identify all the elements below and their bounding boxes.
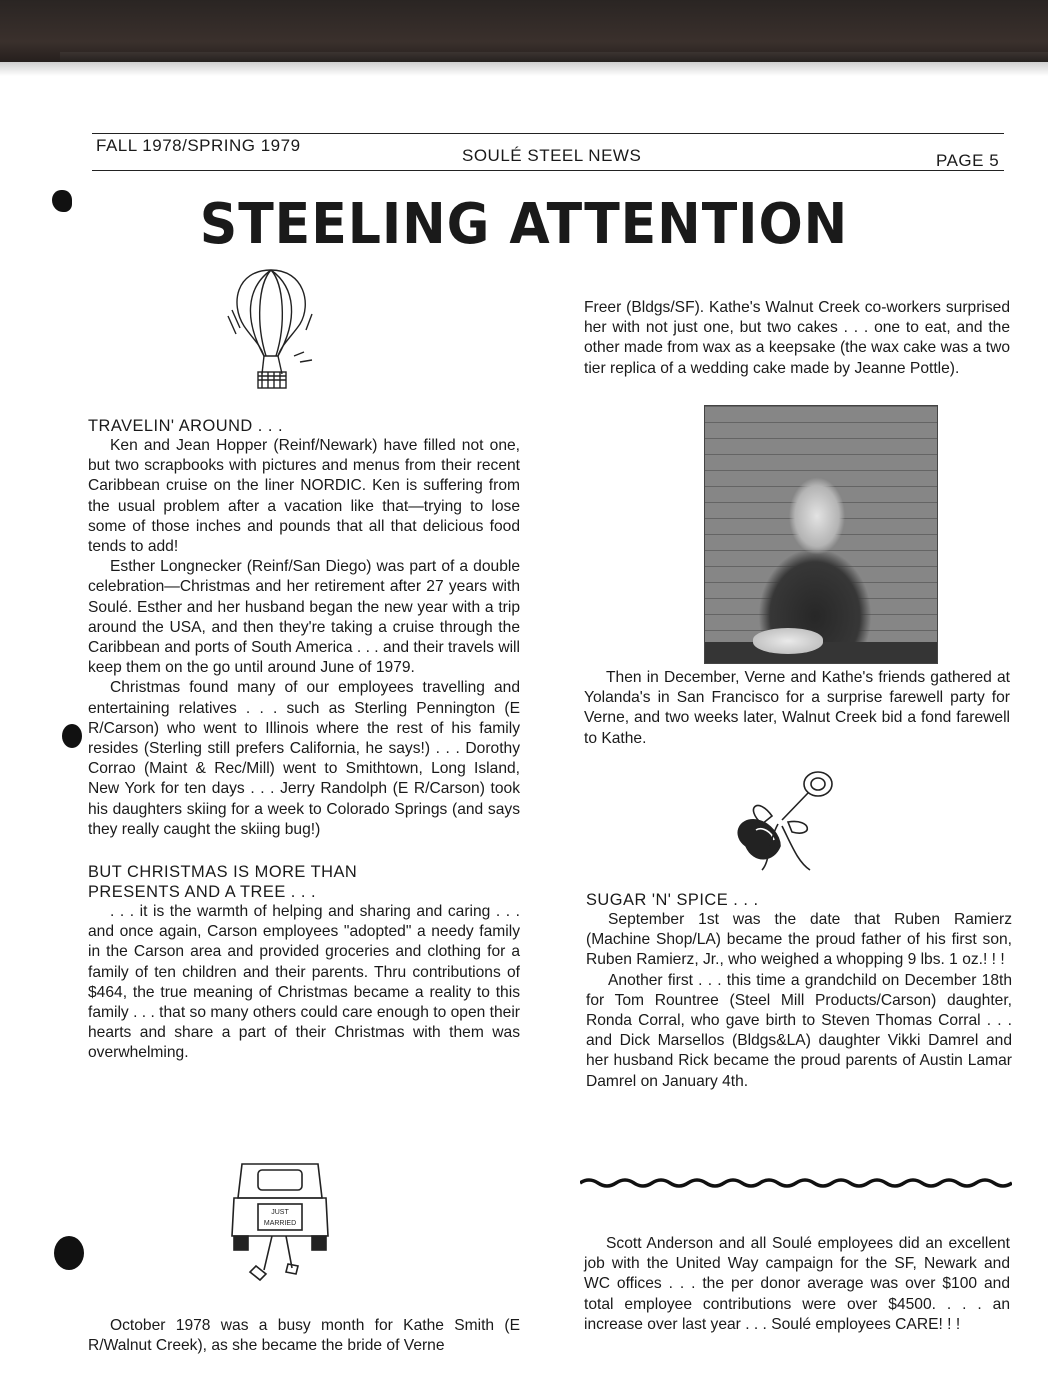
header-page: PAGE 5 xyxy=(936,151,1000,170)
paragraph-adopted-family: . . . it is the warmth of helping and sharing and caring . . . and once again, Carson employees "adopted" a needy family in the Carson area and provided groceries and clothing for a family of ten children and their parents. Thru contributions of $464, the true meaning of Christmas became a reality to this family . . . that so many others could care enough to open their hearts and share a part of their Christmas with them was overwhelming. xyxy=(88,903,520,1062)
hot-air-balloon-icon xyxy=(216,264,326,396)
punch-hole-bottom xyxy=(54,1236,84,1270)
united-way-block xyxy=(584,1234,1010,1335)
section-title-christmas-2: PRESENTS AND A TREE . . . xyxy=(88,883,317,902)
paragraph-united-way: Scott Anderson and all Soulé employees did an excellent job with the United Way campaign for the SF, Newark and WC offices . . . the per donor average was over $100 and total employee contributions were over $4500. . . . an increase over last year . . . Soulé employees CARE! ! ! xyxy=(584,1235,1010,1333)
paper-shadow xyxy=(0,62,1048,76)
paragraph-hopper: Ken and Jean Hopper (Reinf/Newark) have filled not one, but two scrapbooks with pictures and menus from their recent Caribbean cruise on the liner NORDIC. Ken is suffering from the usual problem after a vacation like that—trying to lose some of those inches and pounds that all that delicious food tends to add! xyxy=(88,437,520,556)
paragraph-grandchild: Another first . . . this time a grandchild on December 18th for Tom Rountree (Steel Mill Products/Carson) daughter, Ronda Corral, who gave birth to Steven Thomas Corral . . . and Dick Marsellos (Bldgs&LA) daughter Vikki Damrel and her husband Rick became the proud parents of Austin Lamar Damrel on January 4th. xyxy=(586,971,1012,1090)
page-headline: STEELING ATTENTION xyxy=(199,192,849,257)
just-married-car-icon xyxy=(228,1158,332,1292)
paragraph-longnecker: Esther Longnecker (Reinf/San Diego) was part of a double celebration—Christmas and her retirement after 27 years with Soulé. Esther and her husband began the new year with a trip around the USA, and then they're taking a cruise through the Caribbean and ports of South America . . . and their travels will keep them on the go until around June of 1979. xyxy=(88,558,520,677)
car-sign-line1: JUST xyxy=(271,1209,289,1216)
section-title-sugar-spice: SUGAR 'N' SPICE . . . xyxy=(586,891,759,909)
header-issue: FALL 1978/SPRING 1979 xyxy=(96,136,301,155)
photo-cake xyxy=(753,628,823,654)
left-column xyxy=(88,416,520,1064)
farewell-block xyxy=(584,668,1010,749)
paragraph-christmas-travel: Christmas found many of our employees travelling and entertaining relatives . . . such as Sterling Pennington (E R/Carson) who went to Illinois where the rest of his family resides (Sterling still prefers California, he says!) . . . Dorothy Corrao (Maint & Rec/Mill) went to Smithtown, Long Island, New York for ten days . . . Jerry Randolph (E R/Carson) took his daughters skiing for a week to Colorado Springs (and says they really caught the skiing bug!) xyxy=(88,679,520,838)
section-title-traveling: TRAVELIN' AROUND . . . xyxy=(88,417,284,435)
wedding-continued-block xyxy=(584,298,1010,379)
header-publication: SOULÉ STEEL NEWS xyxy=(462,146,642,165)
paragraph-wedding-continued: Freer (Bldgs/SF). Kathe's Walnut Creek co-workers surprised her with not just one, but two cakes . . . one to eat, and the other made from wax as a keepsake (the wax cake was a two tier replica of a wedding cake made by Jeanne Pottle). xyxy=(584,299,1010,377)
header-rule-bottom xyxy=(92,170,1004,171)
car-sign-line2: MARRIED xyxy=(263,1220,297,1227)
paragraph-ramierz: September 1st was the date that Ruben Ramierz (Machine Shop/LA) became the proud father of his first son, Ruben Ramierz, Jr., who weighed a whopping 9 lbs. 1 oz.! ! ! xyxy=(586,911,1012,969)
wavy-divider xyxy=(580,1176,1012,1190)
paragraph-farewell: Then in December, Verne and Kathe's friends gathered at Yolanda's in San Francisco for a surprise farewell party for Verne, and two weeks later, Walnut Creek bid a fond farewell to Kathe. xyxy=(584,669,1010,747)
photo-kathe-with-cake xyxy=(704,405,938,664)
header-rule-top xyxy=(92,133,1004,134)
sugar-spice-block xyxy=(586,890,1012,1092)
punch-hole-middle xyxy=(62,724,82,748)
baby-rattle-bow-icon xyxy=(722,766,850,878)
paragraph-wedding-intro: October 1978 was a busy month for Kathe Smith (E R/Walnut Creek), as she became the bride of Verne xyxy=(88,1317,520,1355)
section-title-christmas-1: BUT CHRISTMAS IS MORE THAN xyxy=(88,863,358,882)
binder-cover xyxy=(0,0,1048,70)
wedding-intro-block xyxy=(88,1316,520,1356)
